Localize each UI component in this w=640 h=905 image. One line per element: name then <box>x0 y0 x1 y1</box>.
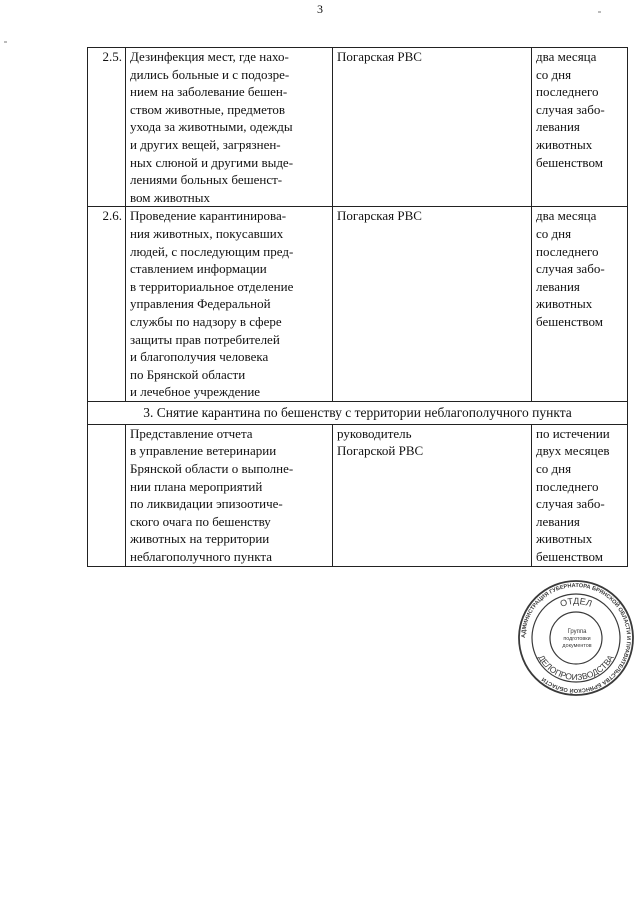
row-number: 2.5. <box>88 48 126 207</box>
stamp-center-line: Группа <box>567 629 587 635</box>
row-number <box>88 424 126 566</box>
table-row <box>88 424 628 566</box>
stamp-bottom-text: ДЕЛОПРОИЗВОДСТВА <box>536 653 616 683</box>
term-cell: два месяца со дня последнего случая забо- левания животных бешенством <box>532 207 628 402</box>
section-header-row <box>88 401 628 424</box>
stamp-center-line: документов <box>562 643 592 649</box>
task-cell: Дезинфекция мест, где нахо- дились больные и с подозре- нием на заболевание бешен- ством животные, предметов ухода за животными, одежды и других вещей, загрязнен- ных слюной и другими выде- лениями больных бешенст- вом животных <box>126 48 333 207</box>
responsible-cell: Погарская РВС <box>333 207 532 402</box>
term-cell: два месяца со дня последнего случая забо- левания животных бешенством <box>532 48 628 207</box>
scan-speck <box>598 11 601 13</box>
office-stamp <box>517 579 635 697</box>
stamp-center-line: подготовки <box>563 636 591 642</box>
section-title: 3. Снятие карантина по бешенству с территории неблагополучного пункта <box>88 401 628 424</box>
scan-speck <box>4 41 7 43</box>
task-cell: Представление отчета в управление ветеринарии Брянской области о выполне- нии плана мероприятий по ликвидации эпизоотиче- ского очага по бешенству животных на территории неблагополучного пункта <box>126 424 333 566</box>
measures-table <box>87 47 628 567</box>
task-cell: Проведение карантинирова- ния животных, покусавших людей, с последующим пред- ставлением информации в территориальное отделение управления Федеральной службы по надзору в сфере защиты прав потребителей и благополучия человека по Брянской области и лечебное учреждение <box>126 207 333 402</box>
term-cell: по истечении двух месяцев со дня последнего случая забо- левания животных бешенством <box>532 424 628 566</box>
responsible-cell: Погарская РВС <box>333 48 532 207</box>
stamp-top-text: ОТДЕЛ <box>558 595 594 609</box>
table-row <box>88 48 628 207</box>
responsible-cell: руководитель Погарской РВС <box>333 424 532 566</box>
row-number: 2.6. <box>88 207 126 402</box>
stamp-outer-text: АДМИНИСТРАЦИЯ ГУБЕРНАТОРА БРЯНСКОЙ ОБЛАСТИ И ПРАВИТЕЛЬСТВА БРЯНСКОЙ ОБЛАСТИ <box>520 582 632 694</box>
page-number: 3 <box>317 2 323 16</box>
table-row <box>88 207 628 402</box>
